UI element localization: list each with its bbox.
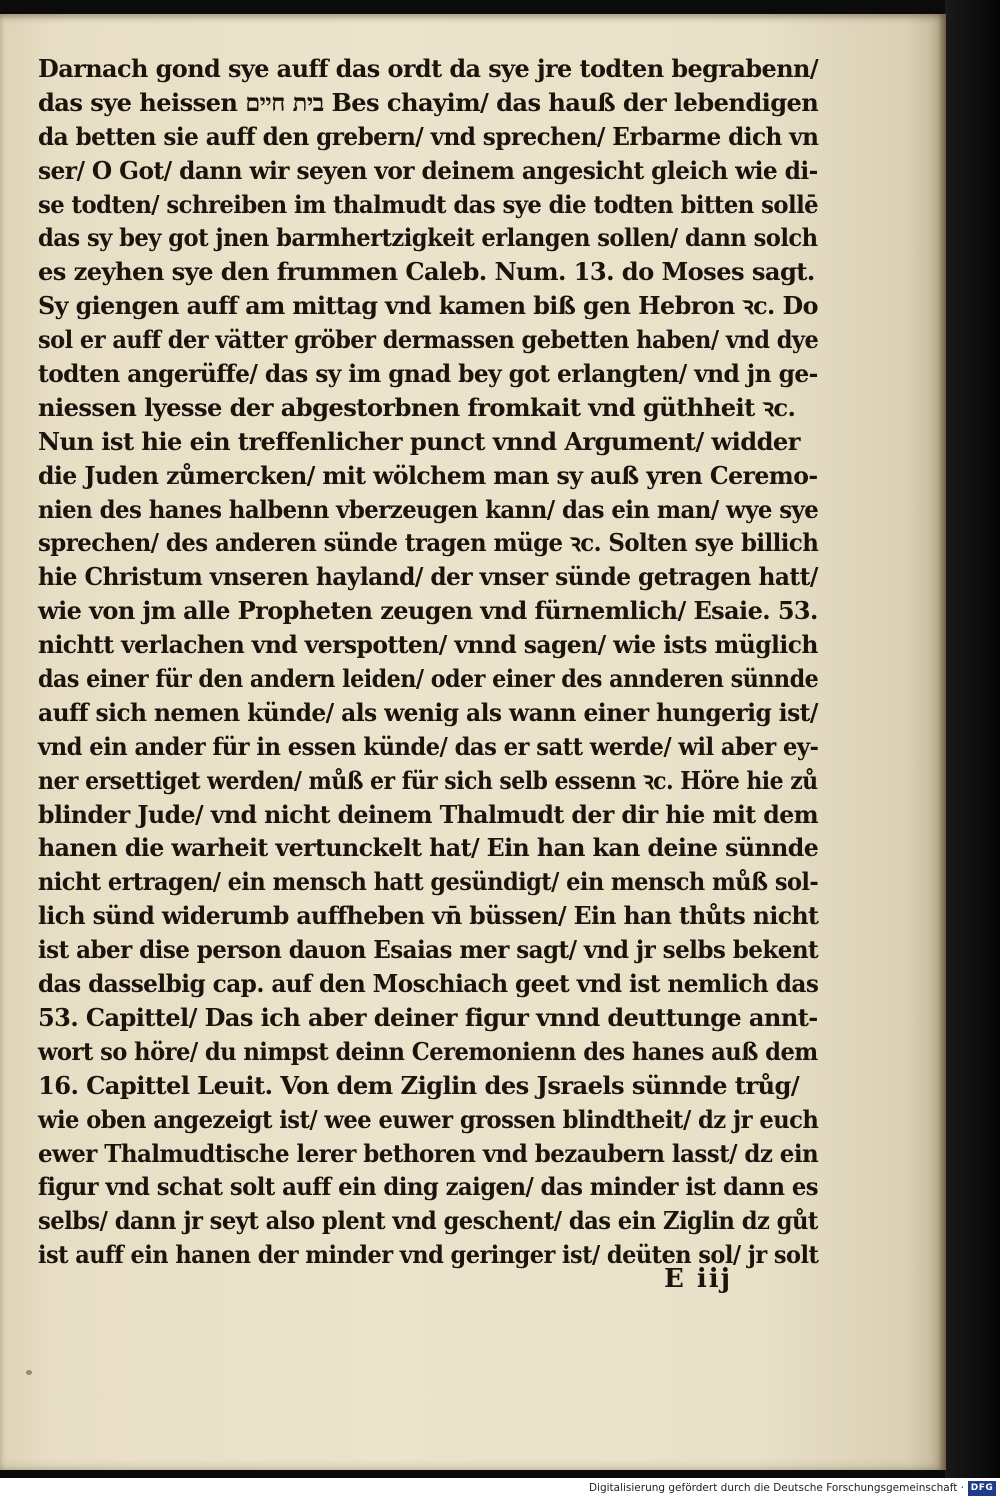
scan-background-edge xyxy=(945,0,1000,1478)
text-line: ner ersettiget werden/ můß er für sich selb essenn ꝛc. Höre hie zů xyxy=(38,765,818,795)
signature-mark: E iij xyxy=(664,1264,733,1294)
text-line: lich sünd widerumb auffheben vn̄ büssen/ Ein han thůts nicht xyxy=(38,901,819,931)
text-line: todten angerüffe/ das sy im gnad bey got erlangten/ vnd jn ge- xyxy=(38,359,818,389)
text-line: die Juden zůmercken/ mit wölchem man sy auß yren Ceremo- xyxy=(38,460,818,490)
text-line: das einer für den andern leiden/ oder einer des annderen sünnde xyxy=(38,664,819,694)
text-line: nicht ertragen/ ein mensch hatt gesündigt/ ein mensch můß sol- xyxy=(38,867,819,897)
text-line: das sye heissen בית חיים Bes chayim/ das hauß der lebendigen xyxy=(38,87,819,117)
text-line: hie Christum vnseren hayland/ der vnser sünde getragen hatt/ xyxy=(38,562,818,592)
text-line: selbs/ dann jr seyt also plent vnd geschent/ das ein Ziglin dz gůt xyxy=(38,1206,818,1236)
text-line: Darnach gond sye auff das ordt da sye jre todten begrabenn/ xyxy=(38,54,819,83)
text-line: wie von jm alle Propheten zeugen vnd fürnemlich/ Esaie. 53. xyxy=(38,596,818,626)
text-line: nichtt verlachen vnd verspotten/ vnnd sagen/ wie ists müglich xyxy=(38,630,818,660)
text-line: se todten/ schreiben im thalmudt das sye die todten bitten sollē xyxy=(38,189,819,219)
text-line: 16. Capittel Leuit. Von dem Ziglin des Jsraels sünnde trůg/ xyxy=(38,1070,800,1100)
text-line: wie oben angezeigt ist/ wee euwer grossen blindtheit/ dz jr euch xyxy=(38,1104,819,1134)
dfg-logo: DFG xyxy=(968,1481,996,1496)
text-line: Sy giengen auff am mittag vnd kamen biß gen Hebron ꝛc. Do xyxy=(38,291,818,321)
text-line: es zeyhen sye den frummen Caleb. Num. 13. do Moses sagt. xyxy=(38,257,815,287)
text-line: das sy bey got jnen barmhertzigkeit erlangen sollen/ dann solch xyxy=(38,223,818,253)
footer-bar xyxy=(0,1478,1000,1500)
page-text-block xyxy=(38,52,828,1272)
text-line: hanen die warheit vertunckelt hat/ Ein han kan deine sünnde xyxy=(38,833,819,863)
text-line: niessen lyesse der abgestorbnen fromkait vnd güthheit ꝛc. xyxy=(38,392,796,422)
text-line: nien des hanes halbenn vberzeugen kann/ das ein man/ wye sye xyxy=(38,494,819,524)
text-line: ist aber dise person dauon Esaias mer sagt/ vnd jr selbs bekent xyxy=(38,935,819,965)
text-line: ser/ O Got/ dann wir seyen vor deinem angesicht gleich wie di- xyxy=(38,155,818,185)
text-line: figur vnd schat solt auff ein ding zaigen/ das minder ist dann es xyxy=(38,1172,819,1202)
text-line: da betten sie auff den grebern/ vnd sprechen/ Erbarme dich vn xyxy=(38,121,819,151)
text-line: blinder Jude/ vnd nicht deinem Thalmudt der dir hie mit dem xyxy=(38,799,819,829)
text-line: vnd ein ander für in essen künde/ das er satt werde/ wil aber ey- xyxy=(38,731,819,761)
text-line: sprechen/ des anderen sünde tragen müge ꝛc. Solten sye billich xyxy=(38,528,819,558)
page-speck xyxy=(26,1370,32,1375)
funding-credit: Digitalisierung gefördert durch die Deutsche Forschungsgemeinschaft · xyxy=(588,1482,964,1494)
text-line: 53. Capittel/ Das ich aber deiner figur vnnd deuttunge annt- xyxy=(38,1002,818,1032)
text-line: Nun ist hie ein treffenlicher punct vnnd Argument/ widder xyxy=(38,426,800,456)
text-line: sol er auff der vätter gröber dermassen gebetten haben/ vnd dye xyxy=(38,325,819,355)
text-line: wort so höre/ du nimpst deinn Ceremonienn des hanes auß dem xyxy=(38,1036,818,1066)
text-line: ist auff ein hanen der minder vnd geringer ist/ deüten sol/ jr solt xyxy=(38,1240,819,1270)
text-line: das dasselbig cap. auf den Moschiach geet vnd ist nemlich das xyxy=(38,969,819,999)
text-line: auff sich nemen künde/ als wenig als wann einer hungerig ist/ xyxy=(38,697,818,727)
text-line: ewer Thalmudtische lerer bethoren vnd bezaubern lasst/ dz ein xyxy=(38,1138,819,1168)
book-page xyxy=(0,14,946,1470)
